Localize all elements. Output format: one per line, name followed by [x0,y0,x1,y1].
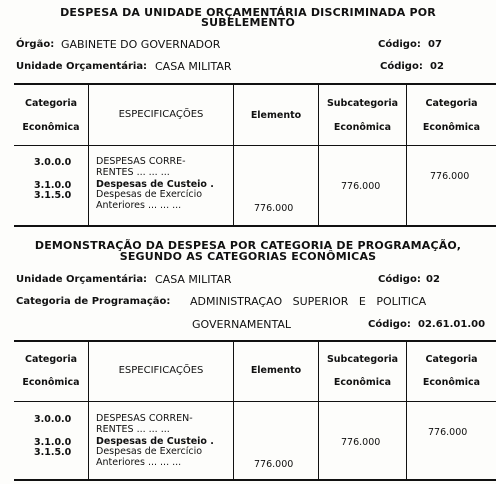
table1-spec-line: DESPESAS CORRE- [96,156,186,167]
section2-codigo-label: Código: [378,274,421,285]
table1-elemento-value: 776.000 [254,203,294,214]
table2-elemento-value: 776.000 [254,459,294,470]
section1-title-line2: SUBELEMENTO [201,16,295,29]
table1-spec-line: RENTES ... ... ... [96,167,170,178]
table1-code: 3.0.0.0 [34,157,72,168]
section2-codigo-value: 02 [426,274,440,285]
table2-spec-line: DESPESAS CORREN- [96,413,193,424]
section2-unidade-value: CASA MILITAR [155,273,232,286]
table1-spec-line: Despesas de Exercício [96,189,203,200]
table2-header-categoria2-1: Categoria [425,354,478,365]
table1-top-rule [14,83,496,85]
categoria-programacao-value-line2: GOVERNAMENTAL [192,318,292,331]
table1-header-categoria2-2: Econômica [422,122,481,133]
table2-header-subcategoria-2: Econômica [333,377,392,388]
table1-spec-line: Anteriores ... ... ... [96,200,182,211]
categoria-programacao-value-line1: ADMINISTRAÇAO SUPERIOR E POLITICA [190,295,427,308]
table1-header-categoria2-1: Categoria [425,98,478,109]
codigo-unidade-label: Código: [380,61,423,72]
table1-header-subcategoria-2: Econômica [333,122,392,133]
categoria-programacao-label: Categoria de Programação: [16,296,171,307]
table1-header-elemento: Elemento [250,110,302,121]
section2-title-line2: SEGUNDO AS CATEGORIAS ECONÔMICAS [119,250,377,263]
codigo-orgao-label: Código: [378,39,421,50]
codigo-programacao-label: Código: [368,319,411,330]
table1-header-especificacoes: ESPECIFICAÇÕES [118,109,204,120]
table2-spec-line: Despesas de Exercício [96,446,203,457]
table1-header-categoria-1: Categoria [24,98,78,109]
section2-title-line1: DEMONSTRAÇÃO DA DESPESA POR CATEGORIA DE PROGRAMAÇÃO, [34,239,462,252]
table1-subcategoria-value: 776.000 [341,181,381,192]
table2-header-elemento: Elemento [250,365,302,376]
table1-categoria-value: 776.000 [430,171,470,182]
table2-subcategoria-value: 776.000 [341,437,381,448]
table2-header-categoria-1: Categoria [24,354,78,365]
table2-categoria-value: 776.000 [428,427,468,438]
table1-code: 3.1.0.0 [34,180,72,191]
orgao-label: Órgão: [16,39,55,50]
table1-bottom-rule [14,225,496,227]
codigo-orgao-value: 07 [428,39,442,50]
table1-code: 3.1.5.0 [34,190,72,201]
table2-header-categoria-2: Econômica [22,377,80,388]
table2-code: 3.1.5.0 [34,447,72,458]
table2-top-rule [14,340,496,342]
orgao-value: GABINETE DO GOVERNADOR [61,38,221,51]
table1-header-subcategoria-1: Subcategoria [326,98,399,109]
codigo-programacao-value: 02.61.01.00 [418,319,486,330]
table1-spec-line: Despesas de Custeio . [96,179,214,190]
table2-header-subcategoria-1: Subcategoria [326,354,399,365]
table1-header-categoria-2: Econômica [22,122,80,133]
table2-header-especificacoes: ESPECIFICAÇÕES [118,365,204,376]
table2-code: 3.1.0.0 [34,437,72,448]
table2-header-categoria2-2: Econômica [422,377,481,388]
table2-spec-line: RENTES ... ... ... [96,424,170,435]
unidade-value: CASA MILITAR [155,60,232,73]
section2-unidade-label: Unidade Orçamentária: [16,274,148,285]
table2-code: 3.0.0.0 [34,414,72,425]
table2-spec-line: Despesas de Custeio . [96,436,214,447]
unidade-label: Unidade Orçamentária: [16,61,148,72]
table2-header-rule [14,401,496,402]
table2-bottom-rule [14,479,496,481]
table2-spec-line: Anteriores ... ... ... [96,457,182,468]
section1-title-line1: DESPESA DA UNIDADE ORÇAMENTÁRIA DISCRIMINADA POR [60,6,436,19]
codigo-unidade-value: 02 [430,61,444,72]
table1-header-rule [14,145,496,146]
